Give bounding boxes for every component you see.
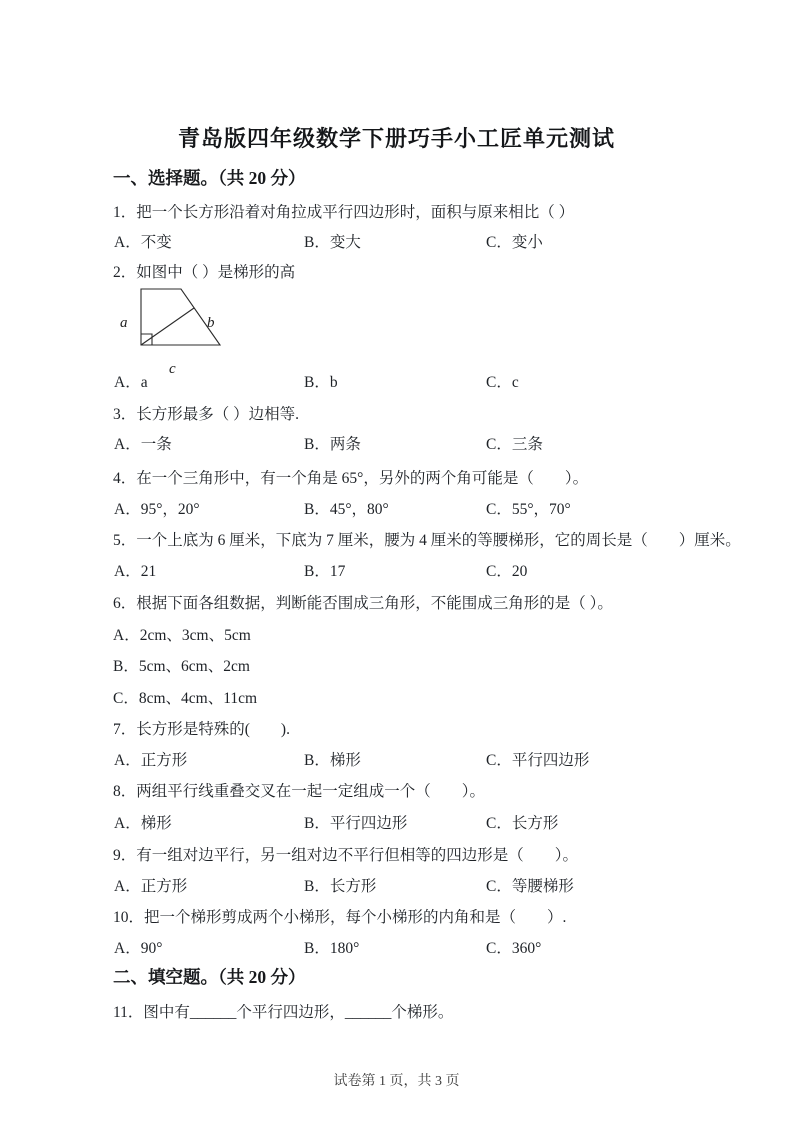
question-2-option-b: B．b — [304, 374, 338, 391]
section-2-heading: 二、填空题。（共 20 分） — [113, 967, 306, 987]
question-10-option-c: C．360° — [486, 940, 542, 957]
question-9-option-b: B．长方形 — [304, 878, 377, 895]
question-7-option-c: C．平行四边形 — [486, 752, 590, 769]
question-7-text: 7．长方形是特殊的( ). — [113, 721, 290, 738]
question-1-option-b: B．变大 — [304, 234, 361, 251]
question-5-options — [0, 562, 793, 582]
question-6-option-a: A．2cm、3cm、5cm — [113, 627, 251, 644]
question-4-text: 4．在一个三角形中，有一个角是 65°，另外的两个角可能是（ ）。 — [113, 470, 589, 487]
section-1-heading: 一、选择题。（共 20 分） — [113, 168, 306, 188]
question-3-option-c: C．三条 — [486, 436, 543, 453]
question-2-option-c: C．c — [486, 374, 519, 391]
question-3-option-a: A．一条 — [114, 436, 172, 453]
question-7-option-a: A．正方形 — [114, 752, 188, 769]
figure-label-b: b — [207, 315, 215, 331]
question-4-option-a: A．95°，20° — [114, 501, 200, 518]
page-footer: 试卷第 1 页，共 3 页 — [333, 1074, 460, 1089]
question-2-options — [0, 373, 793, 393]
question-4-option-c: C．55°，70° — [486, 501, 571, 518]
question-4-option-b: B．45°，80° — [304, 501, 389, 518]
question-4-options — [0, 500, 793, 520]
question-3-options — [0, 435, 793, 455]
question-10-option-b: B．180° — [304, 940, 360, 957]
question-3-option-b: B．两条 — [304, 436, 361, 453]
question-8-option-b: B．平行四边形 — [304, 815, 408, 832]
question-8-option-a: A．梯形 — [114, 815, 172, 832]
question-1-option-a: A．不变 — [114, 234, 172, 251]
question-7-option-b: B．梯形 — [304, 752, 361, 769]
question-6-option-c: C．8cm、4cm、11cm — [113, 690, 258, 707]
question-5-text: 5．一个上底为 6 厘米，下底为 7 厘米，腰为 4 厘米的等腰梯形，它的周长是（ ）厘米。 — [113, 532, 741, 549]
question-1-text: 1．把一个长方形沿着对角拉成平行四边形时，面积与原来相比（ ） — [113, 204, 575, 221]
question-8-options — [0, 814, 793, 834]
question-3-text: 3．长方形最多（ ）边相等. — [113, 406, 300, 423]
figure-label-a: a — [120, 315, 128, 331]
height-line — [141, 308, 194, 345]
question-2-option-a: A．a — [114, 374, 148, 391]
question-10-option-a: A．90° — [114, 940, 163, 957]
question-5-option-c: C．20 — [486, 563, 528, 580]
figure-label-c: c — [169, 361, 176, 377]
question-8-text: 8．两组平行线重叠交叉在一起一定组成一个（ ）。 — [113, 783, 486, 800]
question-9-option-a: A．正方形 — [114, 878, 188, 895]
question-9-text: 9．有一组对边平行，另一组对边不平行但相等的四边形是（ ）。 — [113, 847, 579, 864]
question-9-option-c: C．等腰梯形 — [486, 878, 574, 895]
question-5-option-a: A．21 — [114, 563, 157, 580]
trapezoid-figure — [114, 279, 244, 377]
question-9-options — [0, 877, 793, 897]
question-1-options — [0, 233, 793, 253]
question-1-option-c: C．变小 — [486, 234, 543, 251]
question-10-options — [0, 939, 793, 959]
question-7-options — [0, 751, 793, 771]
question-2-text: 2．如图中（ ）是梯形的高 — [113, 264, 296, 281]
question-11-text: 11．图中有______个平行四边形，______个梯形。 — [113, 1004, 454, 1021]
question-6-option-b: B．5cm、6cm、2cm — [113, 658, 250, 675]
question-5-option-b: B．17 — [304, 563, 346, 580]
question-6-text: 6．根据下面各组数据，判断能否围成三角形，不能围成三角形的是（ ）。 — [113, 595, 613, 612]
question-8-option-c: C．长方形 — [486, 815, 559, 832]
page-title: 青岛版四年级数学下册巧手小工匠单元测试 — [177, 126, 615, 151]
question-10-text: 10．把一个梯形剪成两个小梯形，每个小梯形的内角和是（ ）. — [113, 909, 567, 926]
